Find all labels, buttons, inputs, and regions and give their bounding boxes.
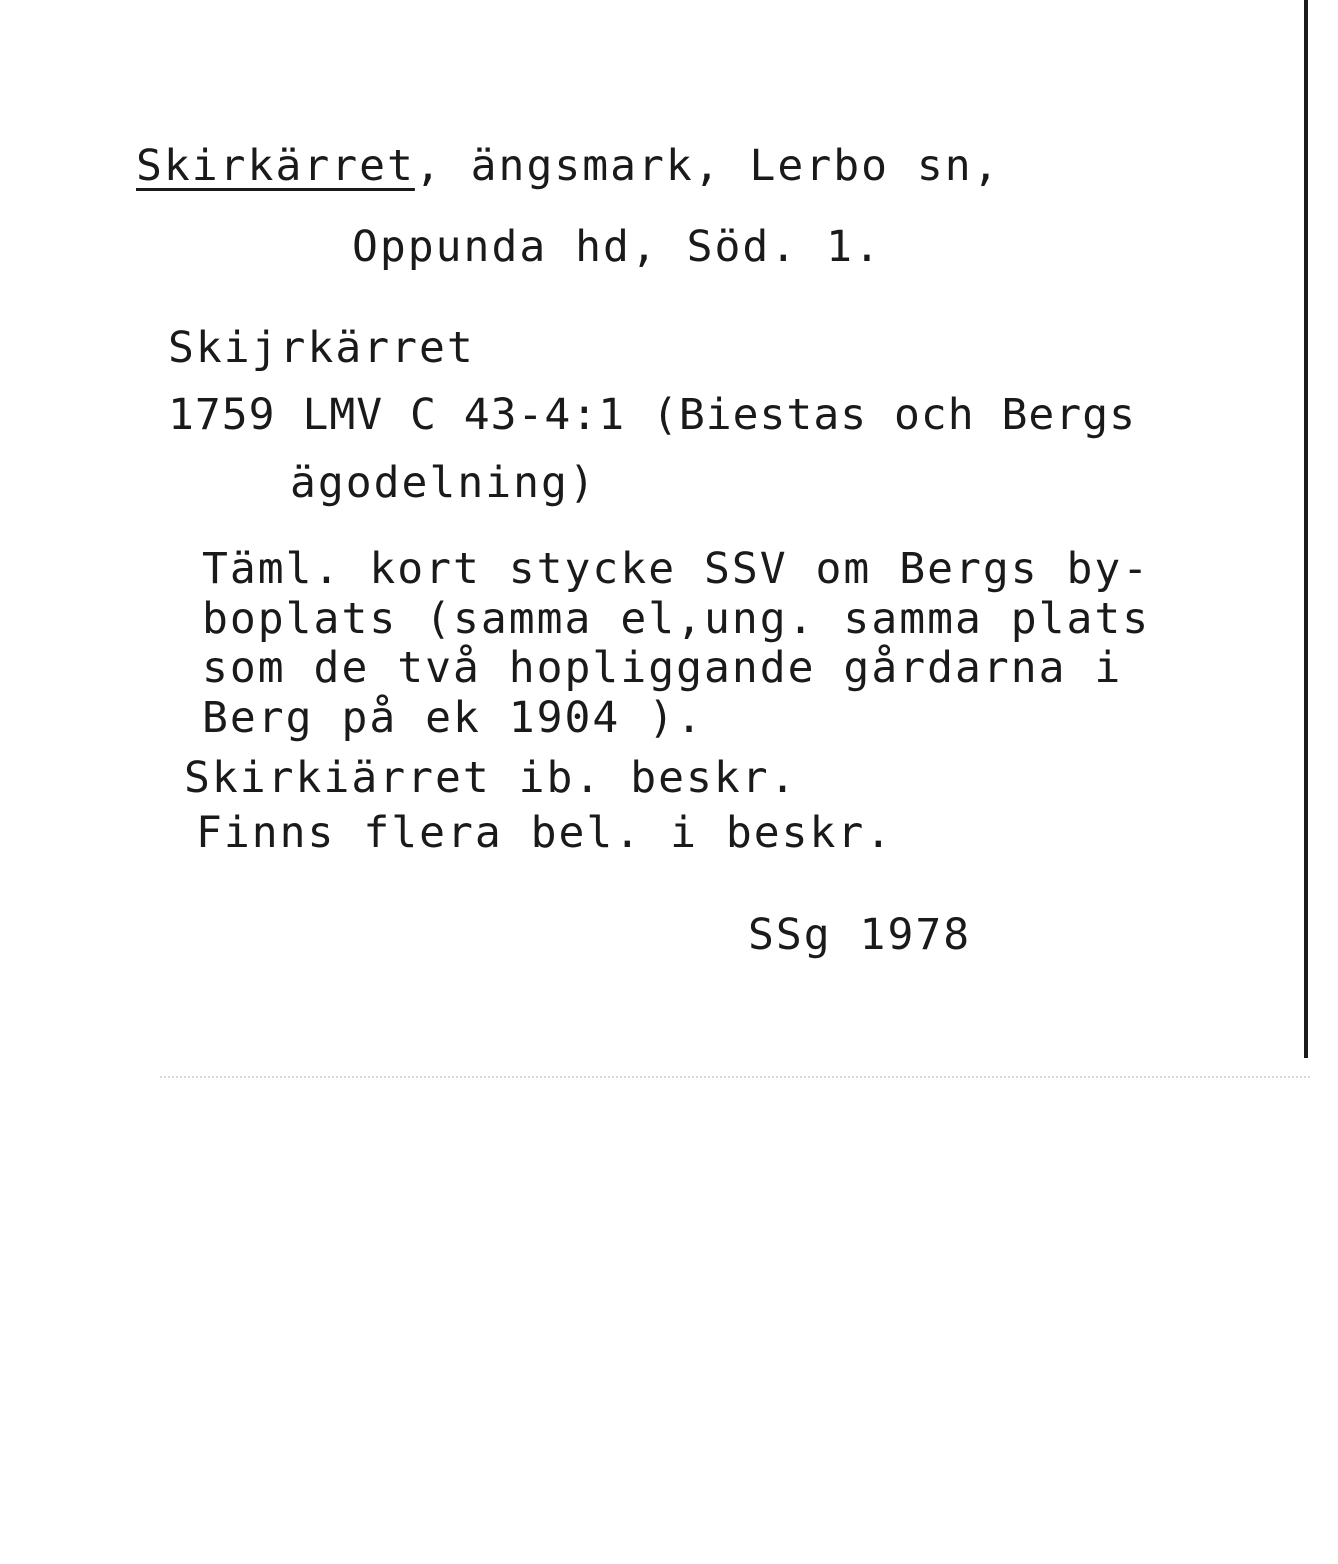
header-line-1 bbox=[136, 141, 1001, 191]
header-line-2: Oppunda hd, Söd. 1. bbox=[352, 222, 882, 272]
source-citation-line-2: ägodelning) bbox=[290, 458, 597, 508]
description-line-4: Berg på ek 1904 ). bbox=[202, 693, 704, 743]
description-line-1: Täml. kort stycke SSV om Bergs by- bbox=[202, 544, 1151, 594]
source-form: Skijrkärret bbox=[168, 323, 475, 373]
signature: SSg 1978 bbox=[748, 910, 972, 960]
card-edge-right bbox=[1304, 0, 1308, 1058]
header-rest: , ängsmark, Lerbo sn, bbox=[414, 141, 1001, 191]
headword: Skirkärret bbox=[136, 141, 415, 191]
source-citation-line-1: 1759 LMV C 43-4:1 (Biestas och Bergs bbox=[168, 390, 1136, 440]
card-edge-bottom bbox=[160, 1076, 1310, 1078]
notes-line-2: Finns flera bel. i beskr. bbox=[196, 808, 894, 858]
description-line-2: boplats (samma el,ung. samma plats bbox=[202, 594, 1151, 644]
description-line-3: som de två hopliggande gårdarna i bbox=[202, 643, 1123, 693]
notes-line-1: Skirkiärret ib. beskr. bbox=[184, 753, 798, 803]
